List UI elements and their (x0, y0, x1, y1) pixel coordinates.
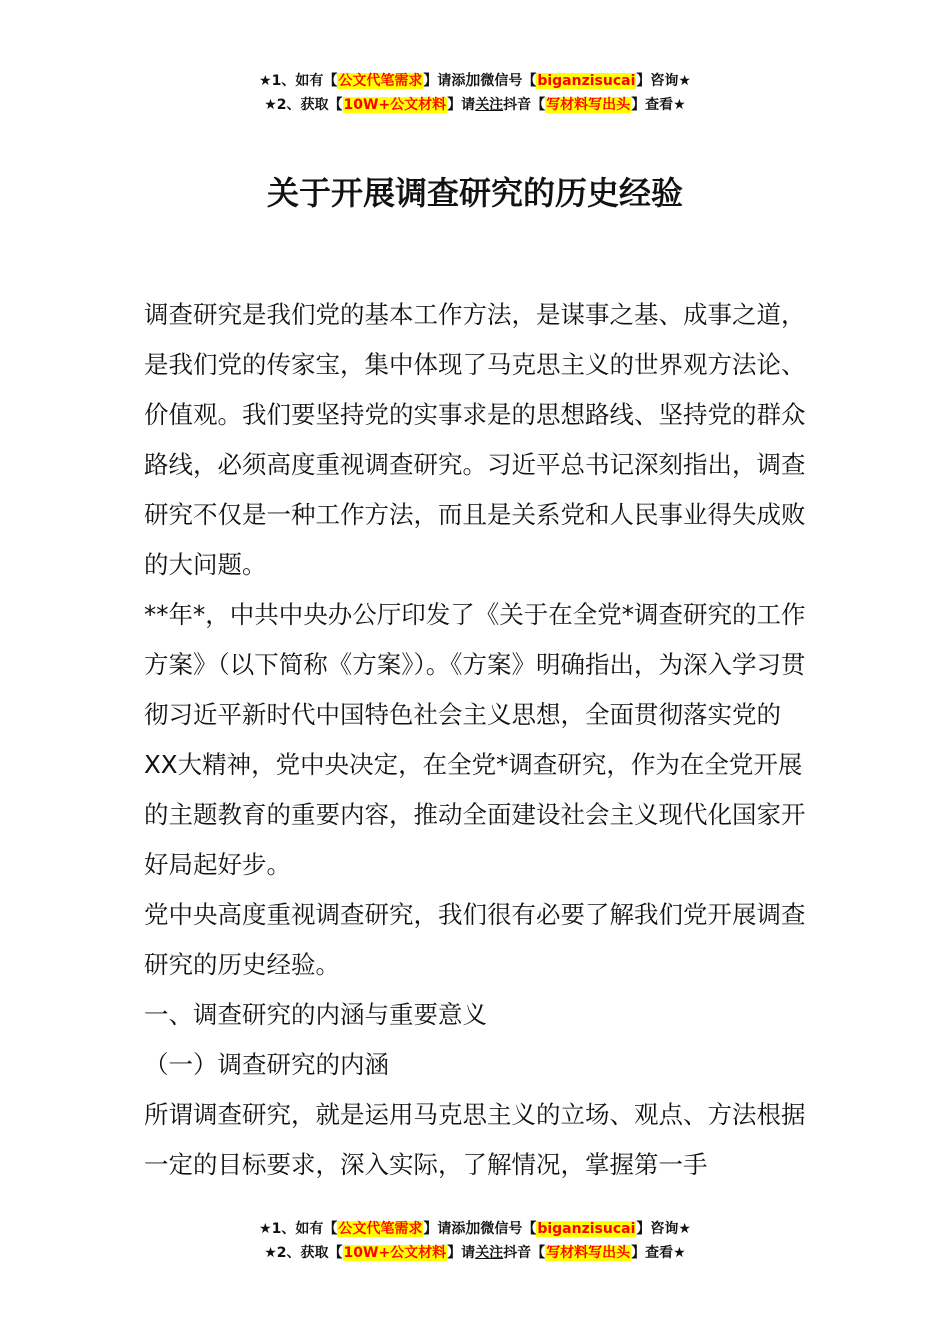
document-title: 关于开展调查研究的历史经验 (266, 174, 683, 213)
promo-highlight: 10W+公文材料 (343, 97, 447, 113)
promo-line-2 (0, 1241, 950, 1265)
document-body (144, 290, 814, 1190)
promo-text: 】请 (447, 97, 476, 113)
subsection-heading-1: （一）调查研究的内涵 (144, 1050, 389, 1079)
promo-line-1 (0, 1216, 950, 1241)
promo-banner-bottom (0, 1216, 950, 1265)
promo-banner-top (0, 68, 950, 117)
promo-text: 】咨询★ (636, 1221, 691, 1237)
promo-highlight-wechat-id: biganzisucai (537, 73, 636, 89)
promo-emphasis: 加 (465, 1219, 481, 1237)
promo-emphasis: 加 (465, 71, 481, 89)
paragraph-definition: 所谓调查研究，就是运用马克思主义的立场、观点、方法根据一定的目标要求，深入实际，了解情况，掌握第一手 (144, 1100, 806, 1179)
promo-text: ★2、获取【 (264, 1245, 343, 1261)
section-heading-1: 一、调查研究的内涵与重要意义 (144, 1000, 487, 1029)
promo-highlight-wechat-id: biganzisucai (537, 1221, 636, 1237)
promo-text: 微信号【 (480, 73, 537, 89)
promo-highlight-douyin: 写材料写出头 (546, 1245, 631, 1261)
promo-emphasis: 关注 (475, 1245, 504, 1261)
promo-highlight: 公文代笔需求 (338, 73, 423, 89)
promo-highlight: 公文代笔需求 (338, 1221, 423, 1237)
promo-text: ★2、获取【 (264, 97, 343, 113)
promo-text: 抖音【 (503, 1245, 546, 1261)
promo-text: 】咨询★ (636, 73, 691, 89)
promo-text: 】请添 (423, 1221, 466, 1237)
promo-highlight: 10W+公文材料 (343, 1245, 447, 1261)
paragraph-necessity: 党中央高度重视调查研究，我们很有必要了解我们党开展调查研究的历史经验。 (144, 900, 806, 979)
paragraph-intro: 调查研究是我们党的基本工作方法，是谋事之基、成事之道，是我们党的传家宝，集中体现了马克思主义的世界观方法论、价值观。我们要坚持党的实事求是的思想路线、坚持党的群众路线，必须高度重视调查研究。习近平总书记深刻指出，调查研究不仅是一种工作方法，而且是关系党和人民事业得失成败的大问题。 (144, 300, 806, 579)
promo-text: 】请添 (423, 73, 466, 89)
promo-highlight-douyin: 写材料写出头 (546, 97, 631, 113)
promo-line-2 (0, 93, 950, 117)
promo-text: 微信号【 (480, 1221, 537, 1237)
promo-text: ★1、如有【 (259, 1221, 338, 1237)
promo-text: 抖音【 (503, 97, 546, 113)
promo-line-1 (0, 68, 950, 93)
promo-text: 】查看★ (631, 1245, 686, 1261)
paragraph-plan: **年*，中共中央办公厅印发了《关于在全党*调查研究的工作方案》（以下简称《方案》）。《方案》明确指出，为深入学习贯彻习近平新时代中国特色社会主义思想，全面贯彻落实党的XX大精神，党中央决定，在全党*调查研究，作为在全党开展的主题教育的重要内容，推动全面建设社会主义现代化国家开好局起好步。 (144, 600, 806, 879)
promo-text: 】查看★ (631, 97, 686, 113)
promo-emphasis: 关注 (475, 97, 504, 113)
promo-text: ★1、如有【 (259, 73, 338, 89)
promo-text: 】请 (447, 1245, 476, 1261)
